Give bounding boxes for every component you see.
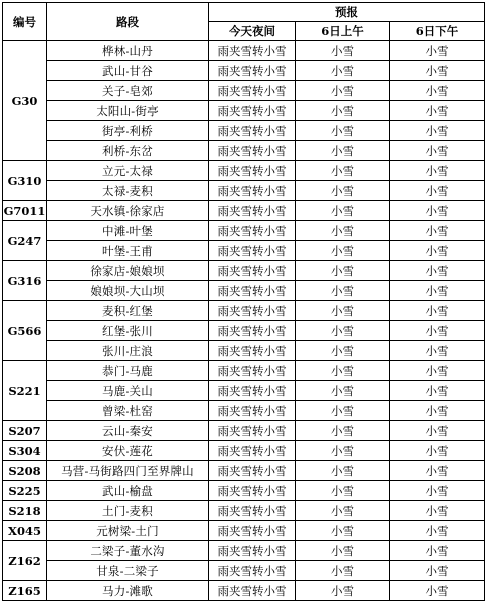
forecast-tonight-cell: 雨夹雪转小雪 xyxy=(209,561,296,581)
route-code-cell: S207 xyxy=(3,421,47,441)
segment-cell: 武山-甘谷 xyxy=(47,61,209,81)
forecast-afternoon-cell: 小雪 xyxy=(390,161,485,181)
forecast-afternoon-cell: 小雪 xyxy=(390,461,485,481)
forecast-tonight-cell: 雨夹雪转小雪 xyxy=(209,521,296,541)
forecast-tonight-cell: 雨夹雪转小雪 xyxy=(209,501,296,521)
forecast-afternoon-cell: 小雪 xyxy=(390,201,485,221)
forecast-morning-cell: 小雪 xyxy=(296,221,390,241)
forecast-afternoon-cell: 小雪 xyxy=(390,381,485,401)
segment-cell: 娘娘坝-大山坝 xyxy=(47,281,209,301)
table-row xyxy=(3,321,485,341)
header-period-morning: 6日上午 xyxy=(296,22,390,41)
road-weather-forecast-table xyxy=(2,2,485,601)
route-code-cell: S304 xyxy=(3,441,47,461)
segment-cell: 太禄-麦积 xyxy=(47,181,209,201)
table-row xyxy=(3,61,485,81)
forecast-afternoon-cell: 小雪 xyxy=(390,441,485,461)
forecast-afternoon-cell: 小雪 xyxy=(390,221,485,241)
table-row xyxy=(3,121,485,141)
forecast-tonight-cell: 雨夹雪转小雪 xyxy=(209,541,296,561)
segment-cell: 二梁子-董水沟 xyxy=(47,541,209,561)
segment-cell: 曾梁-杜窑 xyxy=(47,401,209,421)
forecast-afternoon-cell: 小雪 xyxy=(390,141,485,161)
segment-cell: 天水镇-徐家店 xyxy=(47,201,209,221)
route-code-cell: G310 xyxy=(3,161,47,201)
forecast-afternoon-cell: 小雪 xyxy=(390,61,485,81)
forecast-morning-cell: 小雪 xyxy=(296,381,390,401)
segment-cell: 立元-太禄 xyxy=(47,161,209,181)
table-row xyxy=(3,81,485,101)
forecast-tonight-cell: 雨夹雪转小雪 xyxy=(209,181,296,201)
table-row xyxy=(3,281,485,301)
segment-cell: 武山-榆盘 xyxy=(47,481,209,501)
forecast-tonight-cell: 雨夹雪转小雪 xyxy=(209,281,296,301)
segment-cell: 张川-庄浪 xyxy=(47,341,209,361)
route-code-cell: G247 xyxy=(3,221,47,261)
forecast-morning-cell: 小雪 xyxy=(296,581,390,601)
segment-cell: 马营-马街路四门至界牌山 xyxy=(47,461,209,481)
segment-cell: 安伏-莲花 xyxy=(47,441,209,461)
segment-cell: 麦积-红堡 xyxy=(47,301,209,321)
table-row xyxy=(3,521,485,541)
table-row xyxy=(3,341,485,361)
forecast-afternoon-cell: 小雪 xyxy=(390,481,485,501)
route-code-cell: G566 xyxy=(3,301,47,361)
table-body xyxy=(3,41,485,601)
forecast-morning-cell: 小雪 xyxy=(296,301,390,321)
forecast-morning-cell: 小雪 xyxy=(296,541,390,561)
forecast-afternoon-cell: 小雪 xyxy=(390,401,485,421)
forecast-morning-cell: 小雪 xyxy=(296,241,390,261)
segment-cell: 土门-麦积 xyxy=(47,501,209,521)
forecast-afternoon-cell: 小雪 xyxy=(390,301,485,321)
segment-cell: 关子-皂郊 xyxy=(47,81,209,101)
segment-cell: 街亭-利桥 xyxy=(47,121,209,141)
forecast-afternoon-cell: 小雪 xyxy=(390,241,485,261)
table-row xyxy=(3,501,485,521)
forecast-tonight-cell: 雨夹雪转小雪 xyxy=(209,441,296,461)
segment-cell: 中滩-叶堡 xyxy=(47,221,209,241)
forecast-afternoon-cell: 小雪 xyxy=(390,421,485,441)
forecast-morning-cell: 小雪 xyxy=(296,261,390,281)
forecast-morning-cell: 小雪 xyxy=(296,521,390,541)
forecast-morning-cell: 小雪 xyxy=(296,401,390,421)
forecast-afternoon-cell: 小雪 xyxy=(390,341,485,361)
forecast-afternoon-cell: 小雪 xyxy=(390,541,485,561)
table-row xyxy=(3,181,485,201)
forecast-afternoon-cell: 小雪 xyxy=(390,261,485,281)
table-row xyxy=(3,141,485,161)
forecast-afternoon-cell: 小雪 xyxy=(390,41,485,61)
forecast-tonight-cell: 雨夹雪转小雪 xyxy=(209,261,296,281)
forecast-afternoon-cell: 小雪 xyxy=(390,321,485,341)
route-code-cell: S225 xyxy=(3,481,47,501)
table-row xyxy=(3,301,485,321)
segment-cell: 元树梁-土门 xyxy=(47,521,209,541)
segment-cell: 云山-秦安 xyxy=(47,421,209,441)
table-row xyxy=(3,461,485,481)
forecast-afternoon-cell: 小雪 xyxy=(390,581,485,601)
header-code: 编号 xyxy=(3,3,47,41)
forecast-morning-cell: 小雪 xyxy=(296,161,390,181)
route-code-cell: Z165 xyxy=(3,581,47,601)
table-row xyxy=(3,381,485,401)
forecast-tonight-cell: 雨夹雪转小雪 xyxy=(209,221,296,241)
forecast-tonight-cell: 雨夹雪转小雪 xyxy=(209,401,296,421)
forecast-tonight-cell: 雨夹雪转小雪 xyxy=(209,241,296,261)
forecast-tonight-cell: 雨夹雪转小雪 xyxy=(209,481,296,501)
forecast-afternoon-cell: 小雪 xyxy=(390,181,485,201)
table-row xyxy=(3,541,485,561)
table-row xyxy=(3,241,485,261)
forecast-tonight-cell: 雨夹雪转小雪 xyxy=(209,41,296,61)
route-code-cell: Z162 xyxy=(3,541,47,581)
header-period-afternoon: 6日下午 xyxy=(390,22,485,41)
segment-cell: 甘泉-二梁子 xyxy=(47,561,209,581)
forecast-tonight-cell: 雨夹雪转小雪 xyxy=(209,161,296,181)
route-code-cell: S218 xyxy=(3,501,47,521)
forecast-morning-cell: 小雪 xyxy=(296,461,390,481)
forecast-morning-cell: 小雪 xyxy=(296,421,390,441)
forecast-tonight-cell: 雨夹雪转小雪 xyxy=(209,121,296,141)
forecast-morning-cell: 小雪 xyxy=(296,141,390,161)
table-row xyxy=(3,221,485,241)
forecast-tonight-cell: 雨夹雪转小雪 xyxy=(209,101,296,121)
header-period-tonight: 今天夜间 xyxy=(209,22,296,41)
forecast-morning-cell: 小雪 xyxy=(296,281,390,301)
table-row xyxy=(3,161,485,181)
segment-cell: 利桥-东岔 xyxy=(47,141,209,161)
forecast-tonight-cell: 雨夹雪转小雪 xyxy=(209,141,296,161)
segment-cell: 恭门-马鹿 xyxy=(47,361,209,381)
forecast-tonight-cell: 雨夹雪转小雪 xyxy=(209,361,296,381)
header-segment: 路段 xyxy=(47,3,209,41)
forecast-afternoon-cell: 小雪 xyxy=(390,81,485,101)
forecast-morning-cell: 小雪 xyxy=(296,561,390,581)
table-row xyxy=(3,261,485,281)
forecast-afternoon-cell: 小雪 xyxy=(390,281,485,301)
table-row xyxy=(3,561,485,581)
segment-cell: 红堡-张川 xyxy=(47,321,209,341)
table-row xyxy=(3,201,485,221)
forecast-tonight-cell: 雨夹雪转小雪 xyxy=(209,381,296,401)
table-row xyxy=(3,481,485,501)
segment-cell: 叶堡-王甫 xyxy=(47,241,209,261)
route-code-cell: G7011 xyxy=(3,201,47,221)
forecast-tonight-cell: 雨夹雪转小雪 xyxy=(209,201,296,221)
segment-cell: 马鹿-关山 xyxy=(47,381,209,401)
forecast-tonight-cell: 雨夹雪转小雪 xyxy=(209,321,296,341)
table-row xyxy=(3,41,485,61)
forecast-afternoon-cell: 小雪 xyxy=(390,521,485,541)
forecast-morning-cell: 小雪 xyxy=(296,481,390,501)
forecast-afternoon-cell: 小雪 xyxy=(390,121,485,141)
forecast-afternoon-cell: 小雪 xyxy=(390,101,485,121)
forecast-morning-cell: 小雪 xyxy=(296,341,390,361)
table-row xyxy=(3,581,485,601)
forecast-morning-cell: 小雪 xyxy=(296,361,390,381)
route-code-cell: S221 xyxy=(3,361,47,421)
forecast-morning-cell: 小雪 xyxy=(296,101,390,121)
segment-cell: 桦林-山丹 xyxy=(47,41,209,61)
forecast-tonight-cell: 雨夹雪转小雪 xyxy=(209,461,296,481)
forecast-morning-cell: 小雪 xyxy=(296,321,390,341)
forecast-afternoon-cell: 小雪 xyxy=(390,361,485,381)
forecast-morning-cell: 小雪 xyxy=(296,121,390,141)
forecast-afternoon-cell: 小雪 xyxy=(390,561,485,581)
forecast-morning-cell: 小雪 xyxy=(296,61,390,81)
forecast-tonight-cell: 雨夹雪转小雪 xyxy=(209,81,296,101)
header-row-top xyxy=(3,3,485,22)
forecast-tonight-cell: 雨夹雪转小雪 xyxy=(209,301,296,321)
header-forecast: 预报 xyxy=(209,3,485,22)
table-row xyxy=(3,361,485,381)
forecast-tonight-cell: 雨夹雪转小雪 xyxy=(209,581,296,601)
forecast-morning-cell: 小雪 xyxy=(296,501,390,521)
route-code-cell: G30 xyxy=(3,41,47,161)
forecast-tonight-cell: 雨夹雪转小雪 xyxy=(209,61,296,81)
route-code-cell: X045 xyxy=(3,521,47,541)
segment-cell: 徐家店-娘娘坝 xyxy=(47,261,209,281)
forecast-morning-cell: 小雪 xyxy=(296,441,390,461)
segment-cell: 马力-滩歌 xyxy=(47,581,209,601)
forecast-morning-cell: 小雪 xyxy=(296,201,390,221)
forecast-morning-cell: 小雪 xyxy=(296,41,390,61)
forecast-afternoon-cell: 小雪 xyxy=(390,501,485,521)
forecast-morning-cell: 小雪 xyxy=(296,181,390,201)
table-row xyxy=(3,101,485,121)
route-code-cell: G316 xyxy=(3,261,47,301)
forecast-tonight-cell: 雨夹雪转小雪 xyxy=(209,421,296,441)
route-code-cell: S208 xyxy=(3,461,47,481)
forecast-morning-cell: 小雪 xyxy=(296,81,390,101)
table-row xyxy=(3,401,485,421)
table-row xyxy=(3,421,485,441)
forecast-tonight-cell: 雨夹雪转小雪 xyxy=(209,341,296,361)
segment-cell: 太阳山-街亭 xyxy=(47,101,209,121)
table-row xyxy=(3,441,485,461)
